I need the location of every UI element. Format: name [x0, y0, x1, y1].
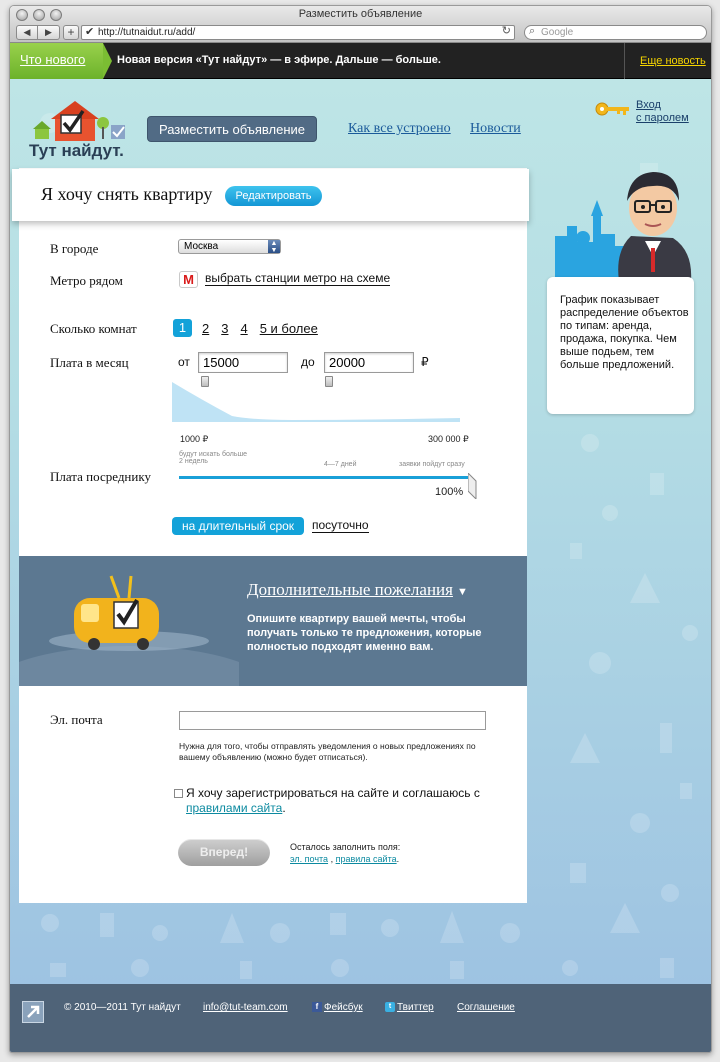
email-label: Эл. почта [50, 712, 103, 727]
caret-down-icon: ▼ [456, 586, 468, 598]
room-option-2[interactable]: 2 [202, 320, 210, 336]
select-arrows-icon: ▲ ▼ [268, 240, 280, 253]
facebook-icon: f [312, 1002, 322, 1012]
login-line2: с паролем [636, 112, 689, 124]
rooms-options [173, 319, 320, 337]
assistant-avatar [553, 156, 695, 281]
remaining-text: Осталось заполнить поля: [290, 842, 401, 852]
price-from-prefix: от [178, 355, 190, 369]
broker-fee-value: 100% [435, 486, 464, 498]
edit-button[interactable]: Редактировать [225, 186, 322, 206]
search-icon: ⌕ [529, 25, 536, 37]
news-text: Новая версия «Тут найдут» — в эфире. Дальше — больше. [117, 54, 441, 66]
extra-wishes-banner [19, 556, 527, 686]
broker-tick-mid: 4—7 дней [324, 461, 357, 468]
remaining-email-link[interactable]: эл. почта [290, 854, 329, 864]
logo-text: Тут найдут. [29, 141, 124, 160]
city-label: В городе [50, 241, 99, 256]
forward-button[interactable]: ▶ [38, 25, 60, 40]
more-news-link[interactable]: Еще новость [624, 43, 712, 79]
long-term-option[interactable]: на длительный срок [172, 517, 304, 535]
login-label [636, 99, 689, 125]
extra-wishes-description: Опишите квартиру вашей мечты, чтобы получать только те предложения, которые полностью подходят именно вам. [247, 613, 482, 653]
city-select[interactable] [178, 239, 281, 254]
daily-option[interactable]: посуточно [312, 518, 369, 532]
how-it-works-link[interactable]: Как все устроено [348, 121, 451, 136]
twitter-icon: t [385, 1002, 395, 1012]
search-form [19, 168, 527, 556]
agree-text: Я хочу зарегистрироваться на сайте и соглашаюсь с [186, 786, 480, 800]
search-placeholder: Google [541, 27, 574, 38]
broker-tick-slow-2: 2 недель [179, 458, 208, 465]
browser-search-field[interactable] [524, 25, 707, 40]
site-logo[interactable] [25, 99, 135, 161]
browser-toolbar [10, 6, 711, 43]
page-content [10, 43, 712, 1053]
price-label: Плата в месяц [50, 355, 129, 370]
facebook-label: Фейсбук [324, 1002, 363, 1013]
window-title: Разместить объявление [298, 8, 423, 20]
range-min-label: 1000 ₽ [180, 434, 209, 444]
post-ad-button[interactable]: Разместить объявление [147, 116, 317, 142]
rooms-label: Сколько комнат [50, 321, 137, 336]
checkmark-favicon-icon: ✔ [85, 26, 95, 38]
form-header [12, 169, 529, 221]
broker-slider-handle[interactable] [468, 473, 478, 499]
agree-checkbox[interactable] [174, 789, 183, 798]
back-button[interactable]: ◀ [16, 25, 38, 40]
page-title: Я хочу снять квартиру [41, 184, 213, 204]
address-bar[interactable] [81, 25, 515, 40]
remaining-separator: , [330, 854, 334, 864]
broker-tick-slow [179, 451, 247, 465]
twitter-link[interactable] [385, 1002, 434, 1013]
login-line1: Вход [636, 99, 661, 111]
remaining-rules-link[interactable]: правила сайта [335, 854, 397, 864]
price-from-input[interactable]: 15000 [198, 352, 288, 373]
extra-wishes-title: Дополнительные пожелания [247, 580, 453, 599]
chart-info-text: График показывает распределение объектов по типам: аренда, продажа, покупка. Чем выше подьем, тем больше предложений. [560, 294, 689, 371]
footer-arrow-icon[interactable] [22, 1001, 44, 1023]
address-bar-url: http://tutnaidut.ru/add/ [98, 27, 196, 38]
extra-wishes-link[interactable] [247, 580, 468, 600]
add-bookmark-button[interactable]: + [63, 25, 79, 40]
metro-label: Метро рядом [50, 273, 123, 288]
price-distribution-chart [172, 382, 460, 422]
remaining-fields [290, 841, 410, 865]
agree-dot: . [282, 801, 286, 815]
city-skyline-avatar-icon [553, 156, 695, 281]
room-option-1[interactable]: 1 [173, 319, 192, 337]
house-checkmark-logo-icon [25, 99, 135, 143]
email-field[interactable] [179, 711, 486, 730]
footer [10, 984, 712, 1053]
metro-map-link[interactable]: выбрать станции метро на схеме [205, 271, 391, 285]
news-link[interactable]: Новости [470, 121, 521, 136]
facebook-link[interactable] [312, 1002, 363, 1013]
key-icon [595, 102, 631, 116]
range-max-label: 300 000 ₽ [428, 434, 469, 444]
submit-button[interactable]: Вперед! [178, 839, 270, 866]
price-to-prefix: до [301, 355, 315, 369]
reload-icon[interactable]: ↻ [501, 25, 511, 37]
agree-label [186, 786, 527, 816]
footer-email-link[interactable]: info@tut-team.com [203, 1002, 288, 1013]
site-rules-link[interactable]: правилами сайта [186, 801, 283, 815]
chart-info-panel [547, 277, 694, 414]
city-select-value: Москва [184, 241, 219, 252]
broker-label: Плата посреднику [50, 469, 151, 484]
broker-tick-fast: заявки пойдут сразу [399, 461, 465, 468]
broker-fee-slider[interactable] [179, 476, 470, 479]
metro-icon[interactable]: М [179, 271, 198, 288]
remaining-dot: . [396, 854, 400, 864]
trolleybus-checkmark-icon [19, 556, 239, 686]
email-hint: Нужна для того, чтобы отправлять уведомления о новых предложениях по вашему объявлению (можно будет отписаться). [179, 741, 476, 762]
room-option-4[interactable]: 4 [240, 320, 248, 336]
room-option-5-plus[interactable]: 5 и более [259, 320, 318, 336]
login-link[interactable] [595, 99, 695, 129]
price-to-input[interactable]: 20000 [324, 352, 414, 373]
twitter-label: Твиттер [397, 1002, 434, 1013]
news-bar [10, 43, 712, 79]
currency-sign: ₽ [421, 355, 429, 369]
agreement-link[interactable]: Соглашение [457, 1002, 515, 1013]
broker-tick-slow-1: будут искать больше [179, 451, 248, 458]
room-option-3[interactable]: 3 [221, 320, 229, 336]
contact-section [19, 686, 527, 903]
whats-new-link[interactable]: Что нового [10, 43, 103, 79]
browser-window [9, 5, 712, 1053]
copyright: © 2010—2011 Тут найдут [64, 1002, 181, 1013]
history-buttons [16, 25, 60, 40]
